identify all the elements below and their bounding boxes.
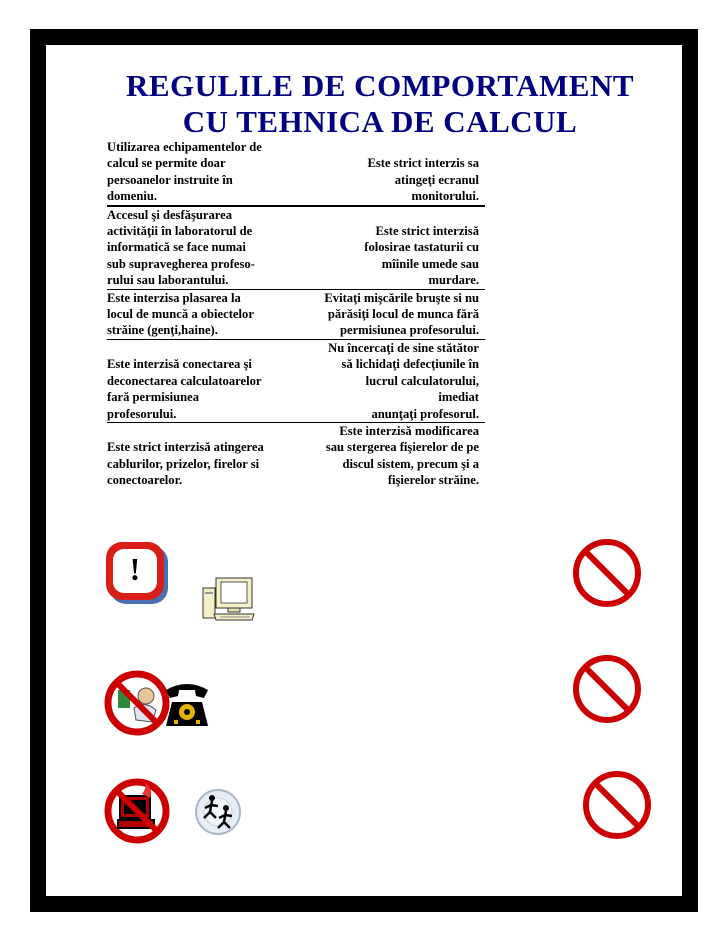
rule-text: Evitaţi mişcările bruşte si nu <box>324 290 479 305</box>
rule-text: fişierelor străine. <box>387 473 479 488</box>
rule-text: conectoarelor. <box>107 473 183 488</box>
rule-text: profesorului. <box>107 406 177 421</box>
rule-text: Este interzisă modificarea <box>339 423 479 438</box>
rules-table <box>107 139 485 489</box>
rule-text: discul sistem, precum şi a <box>342 456 479 471</box>
warning-exclamation: ! <box>129 551 141 587</box>
prohibited-hand-icon <box>104 670 170 736</box>
rule-text: rului sau laborantului. <box>107 273 229 288</box>
rule-text: părăsiţi locul de munca fără <box>327 307 479 322</box>
rule-row <box>107 139 485 207</box>
rule-row <box>107 423 485 489</box>
rule-text: Este interzisă conectarea şi <box>107 357 252 372</box>
rule-right-cell <box>297 139 485 205</box>
title-line: REGULILE DE COMPORTAMENT <box>125 68 635 103</box>
rule-row <box>107 207 485 290</box>
rule-text: sub supravegherea profeso- <box>107 256 255 271</box>
rule-text: atingeţi ecranul <box>394 172 479 187</box>
computer-icon <box>202 576 256 622</box>
rule-text: monitorului. <box>411 189 479 204</box>
rule-text: persoanelor instruite în <box>107 172 233 187</box>
rule-left-cell <box>107 139 297 205</box>
title-line: CU TEHNICA DE CALCUL <box>182 104 578 139</box>
rule-left-cell <box>107 207 297 289</box>
rule-text: imediat <box>438 390 479 405</box>
prohibited-burning-computer-icon <box>104 778 170 844</box>
page-title <box>100 68 660 140</box>
rule-text: sau stergerea fişierelor de pe <box>325 440 479 455</box>
rule-text: fară permisiunea <box>107 390 199 405</box>
rule-right-cell <box>297 290 485 339</box>
rule-row <box>107 290 485 340</box>
rule-text: murdare. <box>428 273 479 288</box>
rule-left-cell <box>107 290 297 339</box>
rule-text: să lichidaţi defecţiunile în <box>341 357 479 372</box>
rule-text: Utilizarea echipamentelor de <box>107 140 262 154</box>
rule-right-cell <box>297 207 485 289</box>
rule-text: Este strict interzisă <box>375 224 479 239</box>
rule-left-cell <box>107 340 297 422</box>
rule-text: Este interzisa plasarea la <box>107 290 241 305</box>
rule-text: lucrul calculatorului, <box>365 373 479 388</box>
rule-text: calcul se permite doar <box>107 156 226 171</box>
rule-text: Este strict interzis sa <box>367 156 479 171</box>
rule-right-cell <box>297 340 485 422</box>
warning-sign-icon <box>104 540 170 606</box>
prohibition-sign-icon <box>570 652 644 726</box>
rule-text: locul de muncă a obiectelor <box>107 307 254 322</box>
prohibition-sign-icon <box>570 536 644 610</box>
prohibition-sign-icon <box>580 768 654 842</box>
rule-text: domeniu. <box>107 189 158 204</box>
rule-text: folosirae tastaturii cu <box>364 240 479 255</box>
rule-row <box>107 340 485 423</box>
rule-text: străine (genţi,haine). <box>107 323 218 338</box>
rule-text: mîinile umede sau <box>381 256 479 271</box>
running-people-icon <box>192 784 244 840</box>
rule-text: cablurilor, prizelor, firelor si <box>107 456 260 471</box>
rule-text: activităţii în laboratorul de <box>107 224 253 239</box>
rule-text: anunţaţi profesorul. <box>371 406 479 421</box>
rule-text: Accesul şi desfăşurarea <box>107 207 232 222</box>
rule-text: Nu încercaţi de sine stătător <box>328 340 479 355</box>
telephone-icon <box>162 676 212 732</box>
rule-text: permisiunea profesorului. <box>339 323 479 338</box>
rule-text: informatică se face numai <box>107 240 246 255</box>
rule-text: Este strict interzisă atingerea <box>107 440 264 455</box>
rule-left-cell <box>107 423 297 489</box>
rule-text: deconectarea calculatoarelor <box>107 373 262 388</box>
rule-right-cell <box>297 423 485 489</box>
